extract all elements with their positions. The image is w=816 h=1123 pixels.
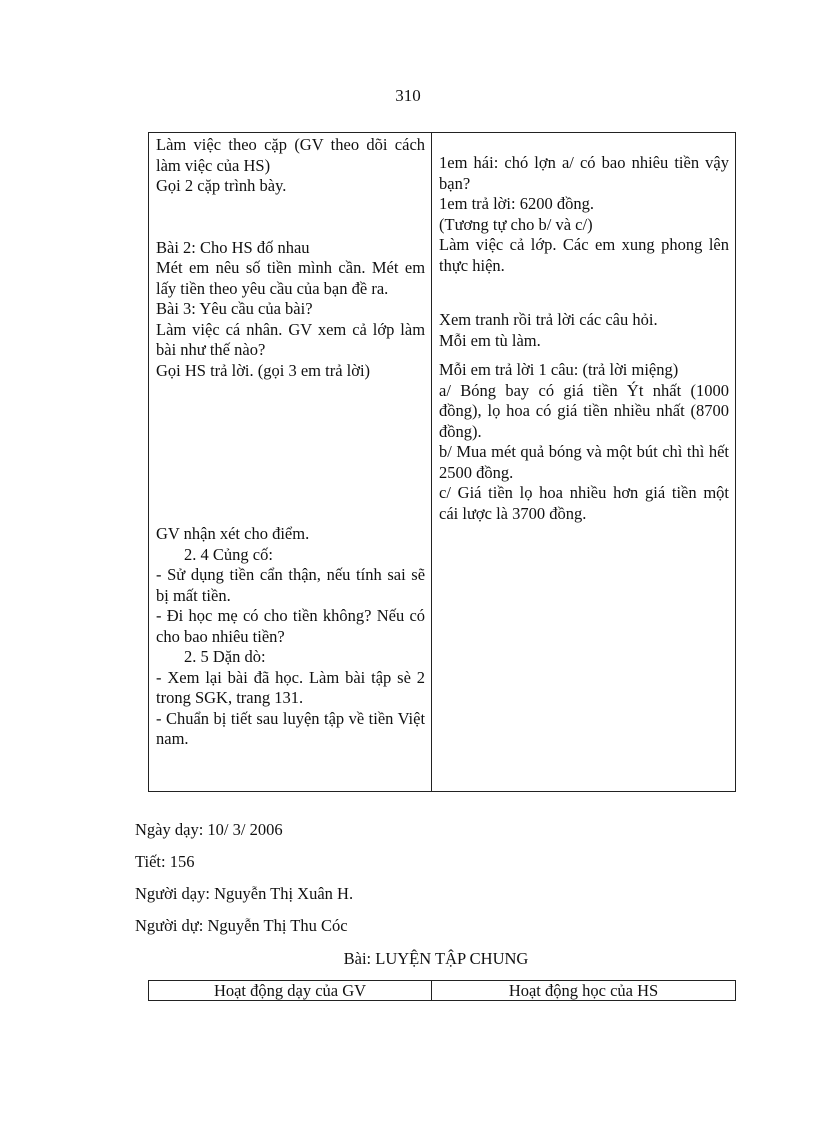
lesson-activity-table (148, 132, 736, 792)
observer-name: Người dự: Nguyễn Thị Thu Cóc (135, 916, 348, 935)
spacer (156, 197, 425, 238)
left-line-homework-2: - Chuẩn bị tiết sau luyện tập về tiền Việt nam. (156, 708, 426, 748)
right-line-answer: 1em trả lời: 6200 đồng. (439, 194, 594, 213)
left-line-homework-1: - Xem lại bài đã học. Làm bài tập sè 2 trong SGK, trang 131. (156, 667, 426, 707)
left-line-individual-work: Làm việc cá nhân. GV xem cả lớp làm bài như thế nào? (156, 319, 426, 359)
page-number: 310 (395, 86, 421, 105)
right-line-each-answers: Mỗi em trả lời 1 câu: (trả lời miệng) (439, 360, 679, 379)
right-line-ask: 1em hái: chó lợn a/ có bao nhiêu tiền vậy bạn? (439, 153, 729, 193)
student-activity-column (432, 133, 735, 791)
left-line-consolidation-2: - Đi học mẹ có cho tiền không? Nếu có cho bao nhiêu tiền? (156, 606, 426, 646)
right-line-answer-b: b/ Mua mét quả bóng và một bút chì thì hết 2500 đồng. (439, 442, 729, 482)
left-line-call-students: Gọi HS trả lời. (gọi 3 em trả lời) (156, 360, 371, 380)
left-heading-consolidation: 2. 4 Củng cố: (184, 544, 273, 564)
right-line-answer-a: a/ Bóng bay có giá tiền Ýt nhất (1000 đồng), lọ hoa có giá tiền nhiều nhất (8700 đồng). (439, 380, 729, 441)
lesson-period: Tiết: 156 (135, 852, 195, 871)
header-student-activity: Hoạt động học của HS (508, 980, 659, 1000)
right-line-similar: (Tương tự cho b/ và c/) (439, 214, 593, 234)
teacher-activity-column (149, 133, 432, 791)
lesson-title: Bài: LUYỆN TẬP CHUNG (343, 949, 529, 968)
spacer (156, 381, 425, 524)
left-heading-homework: 2. 5 Dặn dò: (184, 647, 266, 666)
left-line-exercise-2: Bài 2: Cho HS đố nhau (156, 237, 310, 257)
right-line-answer-c: c/ Giá tiền lọ hoa nhiều hơn giá tiền một cái lược là 3700 đồng. (439, 483, 729, 523)
next-lesson-table-header (148, 980, 736, 1001)
left-line-consolidation-1: - Sử dụng tiền cẩn thận, nếu tính sai sẽ bị mất tiền. (156, 565, 426, 605)
right-line-look-picture: Xem tranh rồi trả lời các câu hỏi. (439, 310, 658, 329)
left-line-present: Gọi 2 cặp trình bày. (156, 176, 287, 195)
teaching-date: Ngày dạy: 10/ 3/ 2006 (135, 820, 283, 839)
left-line-pair-work: Làm việc theo cặp (GV theo dõi cách làm việc của HS) (156, 135, 426, 175)
teacher-name: Người dạy: Nguyễn Thị Xuân H. (135, 884, 354, 903)
header-teacher-activity: Hoạt động dạy của GV (149, 981, 432, 1000)
spacer (439, 276, 729, 310)
left-line-exercise-2-detail: Mét em nêu số tiền mình cần. Mét em lấy tiền theo yêu cầu của bạn đề ra. (156, 258, 426, 298)
left-line-grading: GV nhận xét cho điểm. (156, 524, 310, 543)
spacer (439, 351, 729, 360)
right-line-self-work: Mỗi em tù làm. (439, 330, 541, 350)
right-line-whole-class: Làm việc cả lớp. Các em xung phong lên thực hiện. (439, 235, 729, 275)
left-line-exercise-3: Bài 3: Yêu cầu của bài? (156, 299, 313, 318)
